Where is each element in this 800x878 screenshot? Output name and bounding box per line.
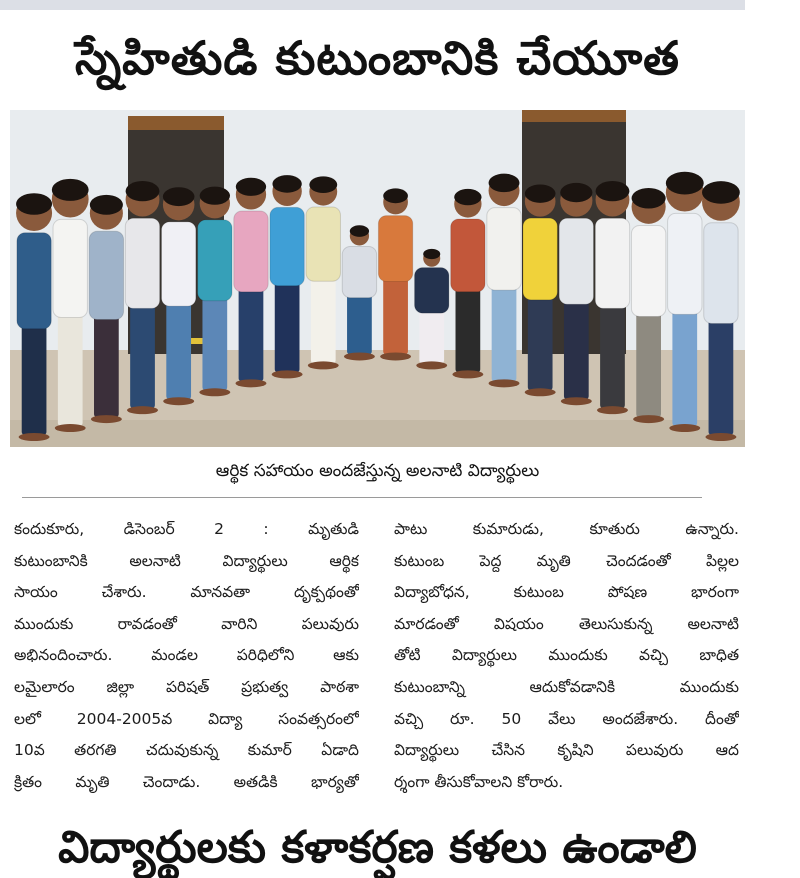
person-hair bbox=[489, 174, 520, 193]
person-hair bbox=[236, 178, 266, 196]
person-torso bbox=[523, 218, 557, 300]
person-legs bbox=[636, 312, 661, 417]
person-torso bbox=[342, 246, 376, 297]
photo-left-door-garland bbox=[128, 116, 224, 130]
person-feet bbox=[344, 352, 375, 360]
person-hair bbox=[163, 187, 195, 206]
person-legs bbox=[419, 309, 444, 363]
person-legs bbox=[22, 325, 47, 435]
person-feet bbox=[525, 388, 556, 396]
person-torso bbox=[595, 218, 629, 308]
person-torso bbox=[415, 268, 449, 313]
person-hair bbox=[309, 176, 337, 193]
person-torso bbox=[378, 216, 412, 282]
person-feet bbox=[91, 415, 122, 423]
person-torso bbox=[17, 233, 51, 329]
photo-floor-shade bbox=[10, 420, 745, 447]
person-hair bbox=[666, 172, 704, 195]
person-legs bbox=[130, 304, 155, 408]
person-legs bbox=[600, 304, 625, 408]
person-torso bbox=[631, 226, 665, 317]
person-torso bbox=[53, 219, 87, 317]
next-article-headline-partial: విద్యార్థులకు కళాకర్షణ కళలు ఉండాలి bbox=[58, 822, 697, 873]
person-torso bbox=[270, 207, 304, 285]
person-torso bbox=[704, 223, 738, 324]
body-line: తోటి విద్యార్థులు ముందుకు వచ్చి బాధిత bbox=[394, 646, 739, 665]
person-feet bbox=[452, 370, 483, 378]
person-feet bbox=[633, 415, 664, 423]
article-headline: స్నేహితుడి కుటుంబానికి చేయూత bbox=[75, 31, 680, 85]
person-torso bbox=[559, 218, 593, 304]
person-feet bbox=[489, 379, 520, 387]
group-photo-illustration bbox=[10, 110, 745, 447]
body-line: 10వ తరగతి చదువుకున్న కుమార్ ఏడాది bbox=[14, 741, 359, 760]
person-feet bbox=[55, 424, 86, 432]
person-legs bbox=[672, 310, 697, 426]
person-feet bbox=[705, 433, 736, 441]
body-line: మారడంతో విషయం తెలుసుకున్న అలనాటి bbox=[394, 614, 739, 633]
person-torso bbox=[234, 211, 268, 292]
body-line: కందుకూరు, డిసెంబర్ 2 : మృతుడి bbox=[14, 520, 359, 538]
person-torso bbox=[198, 220, 232, 301]
body-line: వచ్చి రూ. 50 వేలు అందజేశారు. దీంతో bbox=[394, 709, 739, 728]
person-feet bbox=[272, 370, 303, 378]
person-hair bbox=[632, 188, 666, 208]
person-legs bbox=[58, 313, 83, 426]
body-line: లమైలారం జిల్లా పరిషత్ ప్రభుత్వ పాఠశా bbox=[14, 677, 359, 696]
article-body-left-column bbox=[14, 514, 359, 798]
person-feet bbox=[127, 406, 158, 414]
person-feet bbox=[163, 397, 194, 405]
person-hair bbox=[596, 181, 630, 201]
person-legs bbox=[709, 319, 734, 435]
person-torso bbox=[668, 213, 702, 314]
person-feet bbox=[597, 406, 628, 414]
person-hair bbox=[90, 195, 123, 215]
photo-right-door-garland bbox=[522, 110, 626, 122]
person-legs bbox=[239, 288, 264, 381]
person-hair bbox=[423, 249, 440, 259]
body-line: పాటు కుమారుడు, కూతురు ఉన్నారు. bbox=[394, 520, 739, 538]
article-body-right-column bbox=[394, 514, 739, 798]
person-hair bbox=[525, 184, 556, 202]
body-line: కుటుంబానికి అలనాటి విద్యార్థులు ఆర్థిక bbox=[14, 551, 359, 570]
person-torso bbox=[451, 219, 485, 292]
body-line: విద్యాబోధన, కుటుంబ పోషణ భారంగా bbox=[394, 583, 739, 602]
person-hair bbox=[383, 188, 408, 203]
person-feet bbox=[308, 361, 339, 369]
body-line: ముందుకు రావడంతో వారిని పలువురు bbox=[14, 614, 359, 633]
body-line: కుటుంబ పెద్ద మృతి చెందడంతో పిల్లల bbox=[394, 551, 739, 570]
body-line: అభినందించారు. మండల పరిధిలోని ఆకు bbox=[14, 646, 359, 665]
person-legs bbox=[166, 302, 191, 399]
person-legs bbox=[275, 282, 300, 373]
person-feet bbox=[236, 379, 267, 387]
person-feet bbox=[380, 352, 411, 360]
person-hair bbox=[272, 175, 301, 193]
body-line: విద్యార్థులు చేసిన కృషిని పలువురు ఆద bbox=[394, 741, 739, 760]
person-torso bbox=[89, 231, 123, 319]
person-torso bbox=[306, 207, 340, 281]
person-feet bbox=[669, 424, 700, 432]
person-hair bbox=[52, 179, 89, 201]
person-legs bbox=[383, 278, 408, 355]
body-line: కుటుంబాన్ని ఆదుకోవడానికి ముందుకు bbox=[394, 677, 739, 696]
person-hair bbox=[126, 181, 160, 201]
person-legs bbox=[456, 288, 481, 373]
person-legs bbox=[202, 297, 227, 390]
person-torso bbox=[487, 208, 521, 290]
body-line: లలో 2004-2005వ విద్యా సంవత్సరంలో bbox=[14, 709, 359, 728]
person-feet bbox=[416, 361, 447, 369]
person-hair bbox=[702, 181, 740, 204]
caption-divider bbox=[22, 497, 702, 498]
person-feet bbox=[199, 388, 230, 396]
person-legs bbox=[347, 294, 372, 355]
person-hair bbox=[350, 225, 369, 237]
body-line: సాయం చేశారు. మానవతా దృక్పథంతో bbox=[14, 583, 359, 602]
person-legs bbox=[564, 300, 589, 399]
person-legs bbox=[492, 286, 517, 381]
person-hair bbox=[454, 189, 481, 205]
body-line: క్రితం మృతి చెందాడు. అతడికి భార్యతో bbox=[14, 772, 359, 791]
person-hair bbox=[560, 183, 592, 202]
person-feet bbox=[561, 397, 592, 405]
person-legs bbox=[94, 316, 119, 418]
person-legs bbox=[528, 296, 553, 390]
top-color-band bbox=[0, 0, 745, 10]
person-feet bbox=[19, 433, 50, 441]
photo-caption: ఆర్థిక సహాయం అందజేస్తున్న అలనాటి విద్యార్థులు bbox=[215, 461, 540, 481]
person-legs bbox=[311, 277, 336, 363]
person-torso bbox=[162, 222, 196, 306]
person-hair bbox=[16, 193, 52, 215]
group-photo bbox=[10, 110, 745, 447]
person-hair bbox=[200, 187, 230, 205]
body-line: ర్శంగా తీసుకోవాలని కోరారు. bbox=[394, 772, 564, 791]
person-torso bbox=[125, 218, 159, 308]
